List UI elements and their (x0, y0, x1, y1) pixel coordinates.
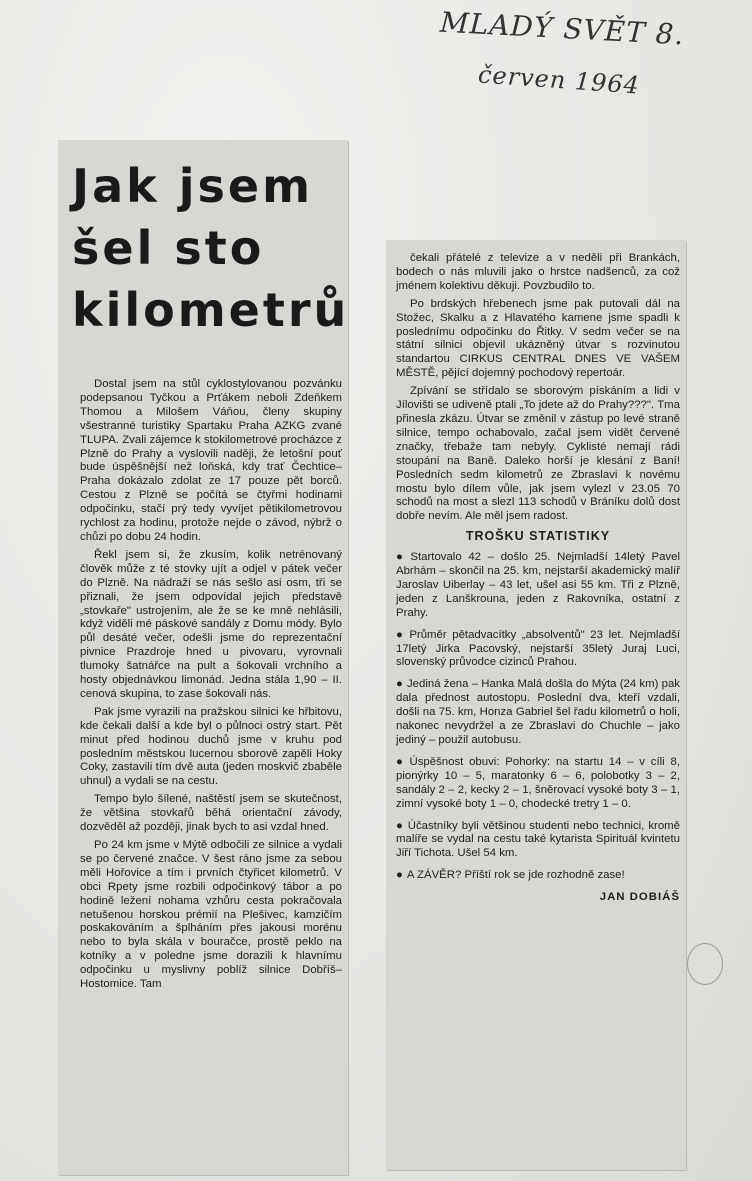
handwritten-date: červen 1964 (477, 60, 641, 100)
author-signature: JAN DOBIÁŠ (599, 891, 680, 904)
headline-line-2: šel sto (72, 221, 265, 275)
stat-item (396, 551, 680, 621)
article-column-left (80, 378, 342, 996)
bullet-icon: ● (396, 551, 407, 564)
pencil-circle-mark (687, 943, 723, 985)
stat-text: Průměr pětadvacítky „absolventů" 23 let. Nejmladší 17letý Jirka Pacovský, nejstarší 35letý Juraj Luci, slovenský průvodce cizinců Prahou. (396, 628, 680, 669)
stat-text: Startovalo 42 – došlo 25. Nejmladší 14letý Pavel Abrhám – skončil na 25. km, nejstarší akademický malíř Jaroslav Uiberlay – 43 let, ušel asi 55 km. Tři z Plzně, jeden z Lanškrouna, jeden z Rakovníka, ostatní z Prahy. (396, 551, 680, 619)
stat-item (396, 629, 680, 671)
handwritten-source: MLADÝ SVĚT 8. (439, 5, 686, 52)
bullet-icon: ● (396, 678, 403, 691)
bullet-icon: ● (396, 755, 406, 768)
stat-item (396, 820, 680, 862)
stat-text: Účastníky byli většinou studenti nebo technici, kromě malíře se vydal na cestu také kytarista Spirituál kvintetu Jiří Tichota. Ušel 54 km. (396, 819, 680, 860)
headline (72, 155, 350, 341)
stat-item (396, 678, 680, 748)
stat-text: Jediná žena – Hanka Malá došla do Mýta (24 km) pak dala přednost autostopu. Poslední dva, kteří vzdali, došli na 75. km, Honza Gabriel šel řadu kilometrů o holi, nakonec nevydržel a ze Zbraslavi do Chuchle – jako jediný – použil autobusu. (396, 678, 680, 746)
stat-text: A ZÁVĚR? Příští rok se jde rozhodně zase! (406, 869, 625, 882)
bullet-icon: ● (396, 869, 403, 882)
paragraph: čekali přátelé z televize a v neděli při Brankách, bodech o nás mluvili jako o hrstce nadšenců, za což jménem kolektivu děkuji. Povzbudilo to. (396, 252, 680, 292)
stats-heading: TROŠKU STATISTIKY (465, 529, 611, 544)
stat-item (396, 869, 680, 883)
paragraph: Zpívání se střídalo se sborovým pískáním a lidi v Jílovišti se udiveně ptali „To jdete až do Prahy???". Tma přinesla zkázu. Útvar se změnil v zástup po levé straně silnice, tempo ochabovalo, začal jsem vidět červené značky, třebaže tam nebyly. Cyklisté nemají rádi stoupání na Baně. Daleko horší je klesání z Baní! Posledních sedm kilometrů ze Zbraslavi k novému mostu bylo dílem vůle, jak jsem vylezl v 23.05 70 schodů na most a slezl 113 schodů v Bráníku dolů dost dobře nevím. Ale měl jsem radost. (396, 385, 680, 523)
paragraph: Dostal jsem na stůl cyklostylovanou pozvánku podepsanou Tyčkou a Prťákem neboli Zdeňkem Thomou a Milošem Váňou, členy skupiny všestranné turistiky Spartaku Praha AZKG zvané TLUPA. Zvali zájemce k stokilometrové procházce z Plzně do Prahy a vyslovili naději, že letošní pouť bude úspěšnější než loňská, kdy trať Čechtice–Praha dokázalo zdolat ze 17 pouze pět borců. Cestou z Plzně se počítá se čtyřmi hodinami odpočinku, stačí prý tedy vyvíjet pětikilometrovou rychlost za hodinu, protože nejde o závod, nýbrž o chůzi po dobu 24 hodin. (80, 378, 342, 543)
bullet-icon: ● (396, 628, 406, 641)
stat-item (396, 756, 680, 812)
headline-line-1: Jak jsem (72, 159, 314, 213)
headline-line-3: kilometrů (72, 283, 350, 337)
bullet-icon: ● (396, 819, 404, 832)
article-column-right (396, 252, 680, 905)
paragraph: Tempo bylo šílené, naštěstí jsem se skutečnost, že většina stovkařů běhá orientační závody, dozvěděl až později, jinak bych to asi vzdal hned. (80, 793, 342, 834)
paragraph: Po brdských hřebenech jsme pak putovali dál na Stožec, Skalku a z Hlavatého kamene jsme spadli k poslednímu odpočinku do Řitky. V sedm večer se na státní silnici objevil ukázněný útvar s rozvinutou standartou CIRKUS CENTRAL DNES VE VAŠEM MĚSTĚ, pějící dojemný pochodový repertoár. (396, 297, 680, 380)
paragraph: Řekl jsem si, že zkusím, kolik netrénovaný člověk může z té stovky ujít a odjel v pátek večer do Plzně. Na nádraží se nás sešlo asi osm, tři se přiznali, že jsem odpovídal jejich představě „stovkaře" ustrojením, ale že se ke mně nehlásili, když viděli mé páskové sandály z Domu módy. Bylo půl desáté večer, odešli jsme do reprezentační pivnice Prazdroje hned u pivovaru, vyrovnali tlumoky šatnářce na pult a šokovali vrchního a hosty objednávkou limonád. Jedna stála 1,90 – II. cenová skupina, to zase šokovali nás. (80, 548, 342, 700)
paragraph: Po 24 km jsme v Mýtě odbočili ze silnice a vydali se po červené značce. V šest ráno jsme za sebou měli Hořovice a tím i prvních čtyřicet kilometrů. V obci Rpety jsme rozbili odpočinkový tábor a po hodině ležení nohama vzhůru cesta pokračovala netušenou horskou prémií na Plešivec, kamzičím poskakováním a šplháním přes jakousi morénu nebo to byla skála v bouračce, prostě peklo na kotníky a v poledne jsme dorazili k hlavnímu odpočinku u myslivny poblíž silnice Dobříš–Hostomice. Tam (80, 839, 342, 991)
stat-text: Úspěšnost obuvi: Pohorky: na startu 14 – v cíli 8, pionýrky 10 – 5, maratonky 6 – 6, polobotky 3 – 2, sandály 2 – 2, kecky 2 – 1, šněrovací vysoké boty 3 – 1, zimní vysoké boty 1 – 0, chodecké tretry 1 – 0. (396, 755, 680, 810)
paragraph: Pak jsme vyrazili na pražskou silnici ke hřbitovu, kde čekali další a kde byl o půlnoci ostrý start. Pět minut před hodinou duchů jsme v kruhu pod posledním městskou lucernou sborově zapěli Hoky Coky, zastavili tím dvě auta (jeden moskvič zbaběle uhnul) a vydali se na cestu. (80, 705, 342, 788)
